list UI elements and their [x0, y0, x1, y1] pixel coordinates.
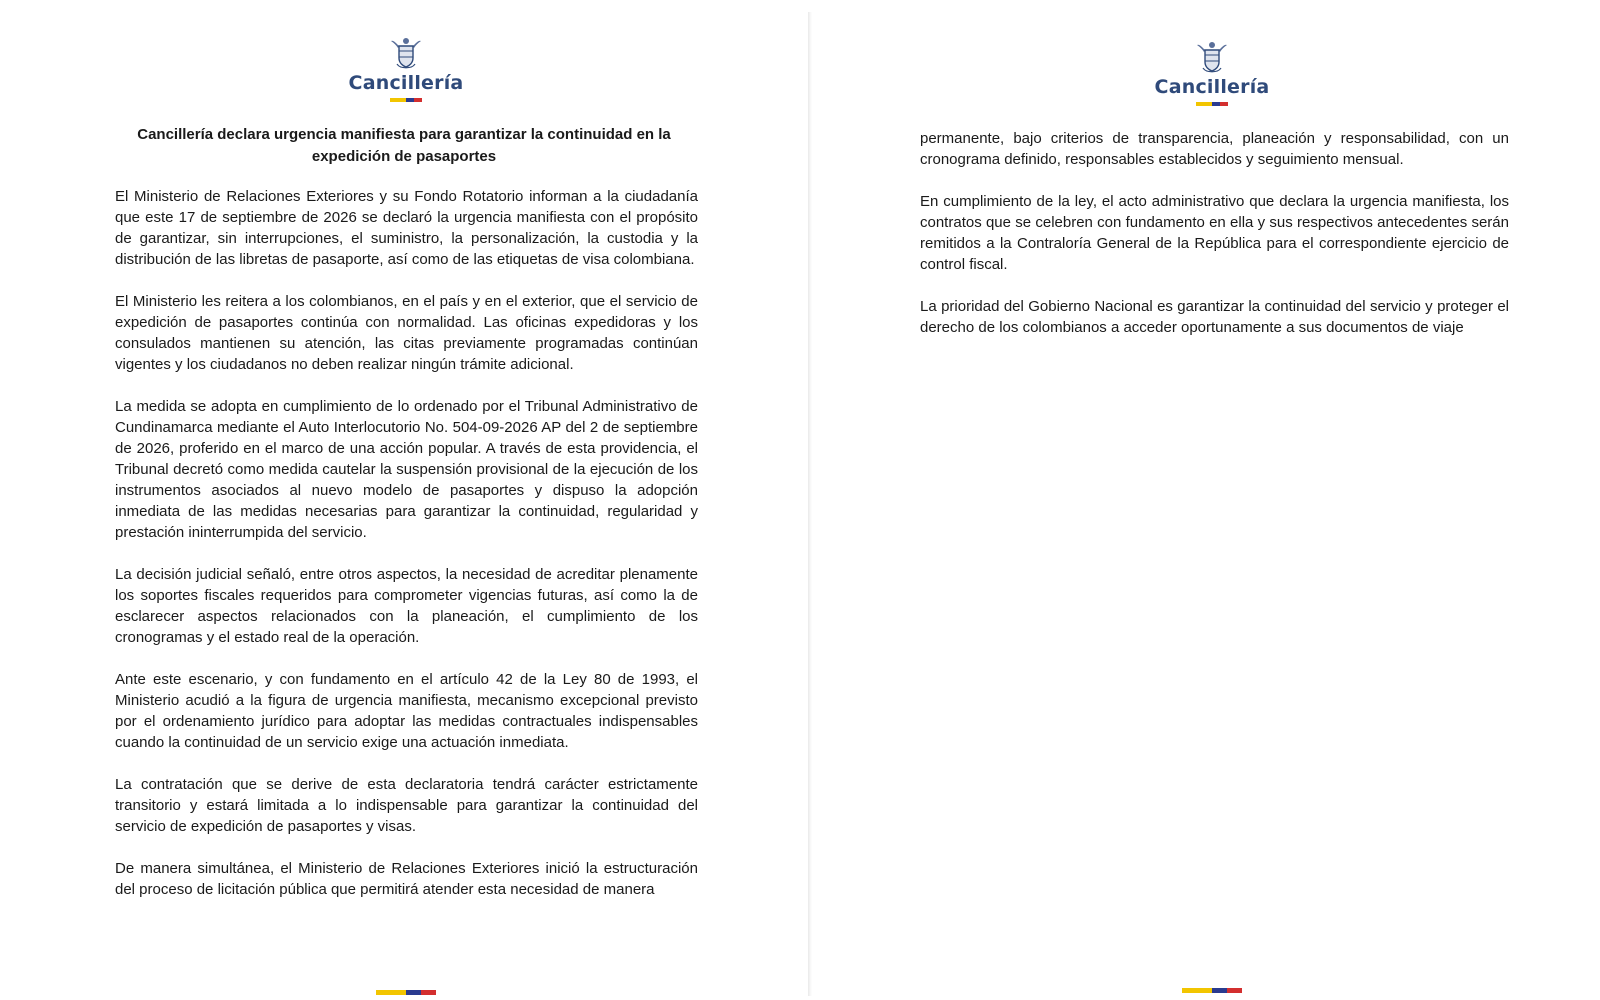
document-body-left [115, 186, 698, 921]
document-page-right [812, 12, 1600, 996]
cancilleria-logo [336, 36, 476, 102]
brand-name: Cancillería [348, 72, 464, 94]
coat-of-arms-icon [390, 36, 422, 70]
paragraph: La contratación que se derive de esta declaratoria tendrá carácter estrictamente transitorio y estará limitada a lo indispensable para garantizar la continuidad del servicio de expedición de pasaportes y visas. [115, 776, 698, 835]
flag-stripe [1196, 102, 1228, 106]
footer-flag-stripe [1182, 988, 1242, 993]
paragraph: De manera simultánea, el Ministerio de Relaciones Exteriores inició la estructuración del proceso de licitación pública que permitirá atender esta necesidad de manera [115, 860, 698, 898]
document-page-left [0, 12, 808, 996]
coat-of-arms-icon [1196, 40, 1228, 74]
cancilleria-logo [1142, 40, 1282, 106]
paragraph: La prioridad del Gobierno Nacional es garantizar la continuidad del servicio y proteger el derecho de los colombianos a acceder oportunamente a sus documentos de viaje [920, 298, 1509, 336]
document-title: Cancillería declara urgencia manifiesta para garantizar la continuidad en la expedición de pasaportes [137, 126, 671, 165]
paragraph: El Ministerio de Relaciones Exteriores y su Fondo Rotatorio informan a la ciudadanía que este 17 de septiembre de 2026 se declaró la urgencia manifiesta con el propósito de garantizar, sin interrupciones, el suministro, la personalización, la custodia y la distribución de las libretas de pasaporte, así como de las etiquetas de visa colombiana. [115, 188, 698, 268]
brand-name: Cancillería [1154, 76, 1270, 98]
paragraph: permanente, bajo criterios de transparencia, planeación y responsabilidad, con un cronograma definido, responsables establecidos y seguimiento mensual. [920, 130, 1509, 168]
paragraph: El Ministerio les reitera a los colombianos, en el país y en el exterior, que el servicio de expedición de pasaportes continúa con normalidad. Las oficinas expedidoras y los consulados mantienen su atención, las citas previamente programadas continúan vigentes y los ciudadanos no deben realizar ningún trámite adicional. [115, 293, 698, 373]
paragraph: Ante este escenario, y con fundamento en el artículo 42 de la Ley 80 de 1993, el Ministerio acudió a la figura de urgencia manifiesta, mecanismo excepcional previsto por el ordenamiento jurídico para adoptar las medidas contractuales indispensables cuando la continuidad de un servicio exige una actuación inmediata. [115, 671, 698, 751]
paragraph: En cumplimiento de la ley, el acto administrativo que declara la urgencia manifiesta, los contratos que se celebren con fundamento en ella y sus respectivos antecedentes serán remitidos a la Contraloría General de la República para el correspondiente ejercicio de control fiscal. [920, 193, 1509, 273]
paragraph: La decisión judicial señaló, entre otros aspectos, la necesidad de acreditar plenamente los soportes fiscales requeridos para comprometer vigencias futuras, así como la de esclarecer aspectos relacionados con la planeación, el cumplimiento de los cronogramas y el estado real de la operación. [115, 566, 698, 646]
paragraph: La medida se adopta en cumplimiento de lo ordenado por el Tribunal Administrativo de Cundinamarca mediante el Auto Interlocutorio No. 504-09-2026 AP del 2 de septiembre de 2026, proferido en el marco de una acción popular. A través de esta providencia, el Tribunal decretó como medida cautelar la suspensión provisional de la ejecución de los instrumentos asociados al nuevo modelo de pasaportes y dispuso la adopción inmediata de las medidas necesarias para garantizar la continuidad, regularidad y prestación ininterrumpida del servicio. [115, 398, 698, 541]
footer-flag-stripe [376, 990, 436, 995]
document-body-right [920, 128, 1509, 359]
flag-stripe [390, 98, 422, 102]
